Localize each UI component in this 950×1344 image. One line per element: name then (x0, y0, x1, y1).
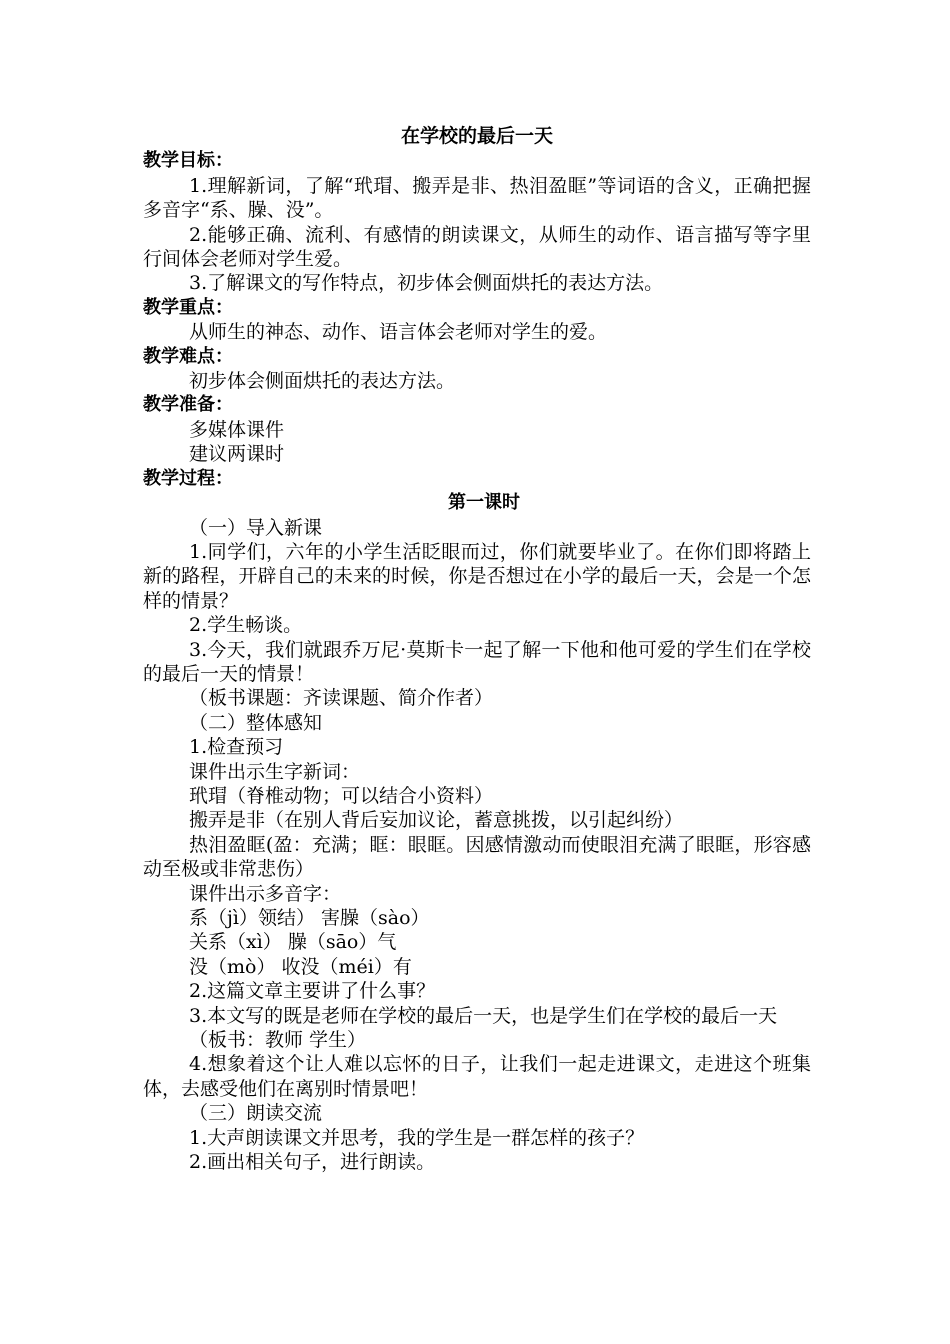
part2-paragraph-4: 搬弄是非（在别人背后妄加议论，蓄意挑拨，以引起纠纷） (189, 809, 684, 832)
part1-paragraph-2: 2.学生畅谈。 (189, 614, 303, 637)
goals-heading: 教学目标： (143, 150, 233, 172)
preparation-item-2: 建议两课时 (189, 443, 285, 466)
part2-paragraph-11: 3.本文写的既是老师在学校的最后一天，也是学生们在学校的最后一天 (189, 1004, 778, 1027)
part3-heading: （三）朗读交流 (189, 1102, 323, 1125)
part2-paragraph-8: 关系（xì） 臊（sāo）气 (189, 931, 397, 954)
key-points-text: 从师生的神态、动作、语言体会老师对学生的爱。 (189, 321, 608, 344)
goal-item-2: 2.能够正确、流利、有感情的朗读课文，从师生的动作、语言描写等字里行间体会老师对学生爱。 (143, 223, 811, 271)
part2-paragraph-10: 2.这篇文章主要讲了什么事？ (189, 980, 436, 1003)
part1-paragraph-1: 1.同学们，六年的小学生活眨眼而过，你们就要毕业了。在你们即将踏上新的路程，开辟自己的未来的时候，你是否想过在小学的最后一天，会是一个怎样的情景？ (143, 540, 811, 612)
process-heading: 教学过程： (143, 467, 233, 489)
part2-paragraph-2: 课件出示生字新词： (189, 760, 361, 783)
part2-paragraph-12: （板书：教师 学生） (189, 1029, 367, 1052)
part2-heading: （二）整体感知 (189, 711, 323, 734)
part1-heading: （一）导入新课 (189, 516, 323, 539)
part2-paragraph-3: 玳瑁（脊椎动物；可以结合小资料） (189, 784, 494, 807)
preparation-item-1: 多媒体课件 (189, 418, 285, 441)
difficulties-text: 初步体会侧面烘托的表达方法。 (189, 370, 456, 393)
goal-item-3: 3.了解课文的写作特点，初步体会侧面烘托的表达方法。 (189, 272, 664, 295)
part2-paragraph-6: 课件出示多音字： (189, 882, 342, 905)
document-title: 在学校的最后一天 (400, 125, 553, 147)
part2-paragraph-1: 1.检查预习 (189, 736, 284, 759)
key-points-heading: 教学重点： (143, 296, 233, 318)
part2-paragraph-13: 4.想象着这个让人难以忘怀的日子，让我们一起走进课文，走进这个班集体，去感受他们在离别时情景吧！ (143, 1053, 811, 1100)
part2-paragraph-7: 系（jì）领结） 害臊（sào） (189, 907, 430, 929)
difficulties-heading: 教学难点： (143, 345, 233, 367)
lesson-title: 第一课时 (448, 492, 520, 514)
preparation-heading: 教学准备： (143, 394, 233, 416)
part2-paragraph-9: 没（mò） 收没（méi）有 (189, 955, 412, 978)
part1-paragraph-4: （板书课题：齐读课题、简介作者） (189, 687, 494, 710)
document-page (143, 124, 811, 1174)
part1-paragraph-3: 3.今天，我们就跟乔万尼·莫斯卡一起了解一下他和他可爱的学生们在学校的最后一天的情景！ (143, 638, 811, 685)
part2-paragraph-5: 热泪盈眶(盈：充满；眶：眼眶。因感情激动而使眼泪充满了眼眶，形容感动至极或非常悲伤） (143, 833, 811, 881)
part3-paragraph-1: 1.大声朗读课文并思考，我的学生是一群怎样的孩子？ (189, 1126, 645, 1149)
part3-paragraph-2: 2.画出相关句子，进行朗读。 (189, 1151, 436, 1174)
goal-item-1: 1.理解新词，了解“玳瑁、搬弄是非、热泪盈眶”等词语的含义，正确把握多音字“系、臊、没”。 (143, 174, 811, 222)
